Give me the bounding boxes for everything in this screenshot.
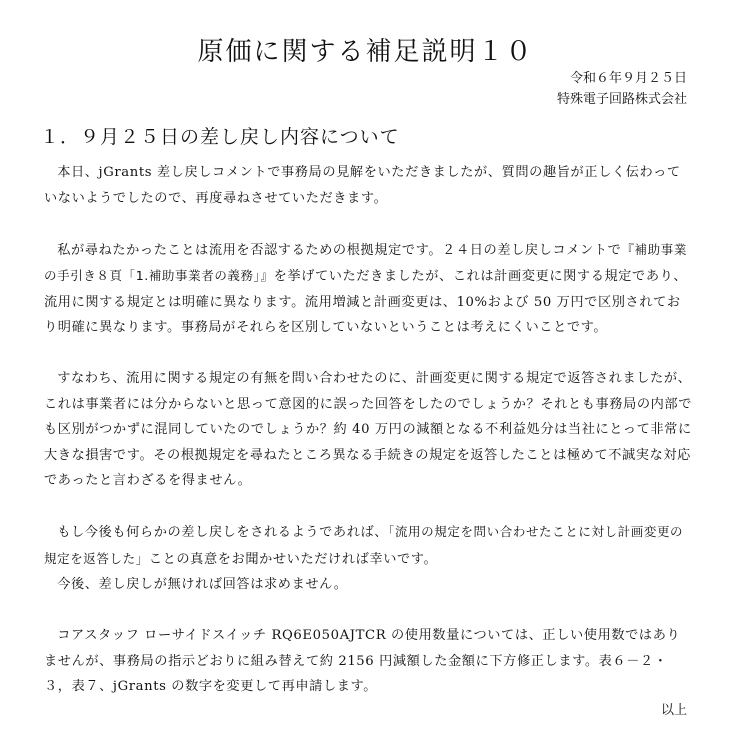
paragraph-2-quote: 『補助事業の手引き８頁「1.補助事業者の義務」』 [44, 241, 687, 283]
section-heading: １．９月２５日の差し戻し内容について [40, 126, 400, 148]
paragraph-6: コアスタッフ ローサイドスイッチ RQ6E050AJTCR の使用数量については、正しい使用数ではありませんが、事務局の指示どおりに組み替えて約 2156 円減額した金額に下方修正します。表６－２・３，表７、jGrants の数字を変更して再申請します。 [44, 628, 681, 694]
document-title: 原価に関する補足説明１０ [197, 37, 534, 68]
company-name: 特殊電子回路株式会社 [556, 92, 687, 107]
paragraph-2-text-a: 私が尋ねたかったことは流用を否認するための根拠規定です。２４日の差し戻しコメントで [57, 242, 622, 258]
document-date: 令和６年９月２５日 [569, 71, 687, 86]
paragraph-4 [44, 519, 694, 572]
paragraph-4-text-a: もし今後も何らかの差し戻しをされるようであれば、 [57, 525, 389, 540]
paragraph-3: すなわち、流用に関する規定の有無を問い合わせたのに、計画変更に関する規定で返答されましたが、これは事業者には分からないと思って意図的に誤った回答をしたのでしょうか？それとも事務局の内部でも区別がつかずに混同していたのでしょうか？約 40 万円の減額となる不利益処分は当社にとって非常に大きな損害です。その根拠規定を尋ねたところ異なる手続きの規定を返答したことは極めて不誠実な対応であったと言わざるを得ません。 [44, 371, 693, 488]
paragraph-2-text-b: を挙げていただきましたが、これは計画変更に関する規定であり、流用に関する規定とは明確に異なります。流用増減と計画変更は、10%および 50 万円で区別されており明確に異なります。事務局がそれらを区別していないということは考えにくいことです。 [44, 269, 688, 335]
paragraph-spacer [44, 494, 694, 520]
paragraph-4-text-b: ことの真意をお聞かせいただければ幸いです。 [148, 551, 438, 567]
paragraph-5: 今後、差し戻しが無ければ回答は求めません。 [57, 577, 348, 592]
closing-text: 以上 [660, 703, 687, 718]
paragraph-spacer [44, 598, 694, 624]
paragraph-spacer [44, 211, 694, 237]
document-body [44, 160, 694, 700]
paragraph-1: 本日、jGrants 差し戻しコメントで事務局の見解をいただきましたが、質問の趣旨が正しく伝わっていないようでしたので、再度尋ねさせていただきます。 [44, 165, 681, 206]
document-meta [557, 68, 687, 110]
paragraph-4-quote: 「流用の規定を問い合わせたことに対し計画変更の規定を返答した」 [44, 524, 684, 566]
paragraph-2 [44, 237, 694, 341]
paragraph-spacer [44, 341, 694, 367]
